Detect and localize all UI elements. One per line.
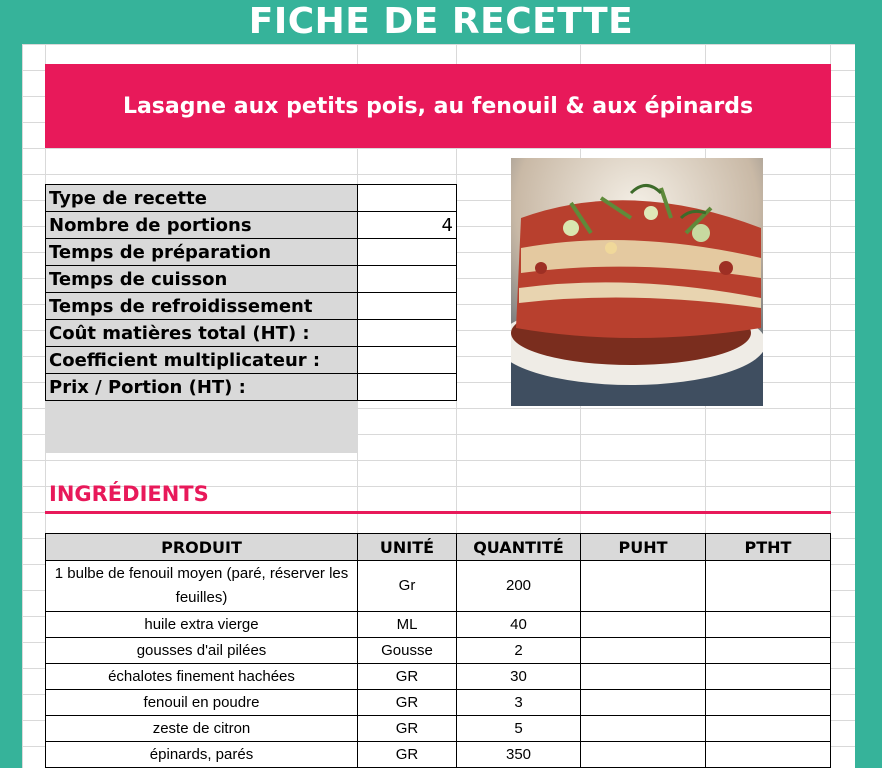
info-value[interactable] [358,185,457,212]
column-header-puht[interactable]: PUHT [581,534,706,561]
cell-quantite[interactable]: 40 [457,612,581,638]
cell-produit[interactable]: fenouil en poudre [46,690,358,716]
cell-unite[interactable]: GR [358,664,457,690]
info-row [46,374,457,401]
info-value[interactable] [358,347,457,374]
cell-quantite[interactable]: 200 [457,561,581,612]
info-row [46,212,457,239]
recipe-info-table [45,184,457,401]
column-header-quantite[interactable]: QUANTITÉ [457,534,581,561]
cell-unite[interactable]: GR [358,690,457,716]
cell-ptht[interactable] [706,716,831,742]
cell-unite[interactable]: Gousse [358,638,457,664]
table-row [46,561,831,612]
info-row [46,347,457,374]
cell-puht[interactable] [581,742,706,768]
info-label[interactable]: Temps de cuisson [46,266,358,293]
cell-produit[interactable]: gousses d'ail pilées [46,638,358,664]
table-row [46,716,831,742]
info-value[interactable] [358,266,457,293]
info-row [46,293,457,320]
info-label[interactable]: Temps de refroidissement [46,293,358,320]
cell-unite[interactable]: GR [358,716,457,742]
cell-unite[interactable]: GR [358,742,457,768]
cell-ptht[interactable] [706,690,831,716]
cell-quantite[interactable]: 2 [457,638,581,664]
info-label[interactable]: Temps de préparation [46,239,358,266]
info-row [46,239,457,266]
info-value[interactable] [358,239,457,266]
cell-produit[interactable]: 1 bulbe de fenouil moyen (paré, réserver les feuilles) [46,561,358,612]
info-label[interactable]: Prix / Portion (HT) : [46,374,358,401]
cell-ptht[interactable] [706,664,831,690]
ingredients-section-title: INGRÉDIENTS [49,482,209,506]
table-row [46,612,831,638]
info-row [46,185,457,212]
cell-ptht[interactable] [706,638,831,664]
recipe-name: Lasagne aux petits pois, au fenouil & aux épinards [122,93,754,119]
column-header-produit[interactable]: PRODUIT [46,534,358,561]
cell-puht[interactable] [581,716,706,742]
section-divider [45,511,831,514]
cell-ptht[interactable] [706,561,831,612]
cell-ptht[interactable] [706,612,831,638]
table-row [46,638,831,664]
cell-unite[interactable]: ML [358,612,457,638]
info-label[interactable]: Coefficient multiplicateur : [46,347,358,374]
cell-quantite[interactable]: 5 [457,716,581,742]
table-row [46,742,831,768]
cell-quantite[interactable]: 30 [457,664,581,690]
cell-puht[interactable] [581,638,706,664]
lasagne-dish-photo [511,158,763,406]
cell-produit[interactable]: épinards, parés [46,742,358,768]
cell-puht[interactable] [581,561,706,612]
info-row [46,320,457,347]
table-row [46,664,831,690]
cell-produit[interactable]: zeste de citron [46,716,358,742]
cell-quantite[interactable]: 350 [457,742,581,768]
info-value[interactable] [358,374,457,401]
column-header-unite[interactable]: UNITÉ [358,534,457,561]
cell-quantite[interactable]: 3 [457,690,581,716]
table-row [46,690,831,716]
info-label[interactable]: Type de recette [46,185,358,212]
empty-grey-cell [45,401,357,453]
info-value[interactable]: 4 [358,212,457,239]
spreadsheet-area[interactable] [22,44,855,768]
cell-unite[interactable]: Gr [358,561,457,612]
cell-produit[interactable]: huile extra vierge [46,612,358,638]
info-value[interactable] [358,293,457,320]
info-label[interactable]: Nombre de portions [46,212,358,239]
cell-ptht[interactable] [706,742,831,768]
recipe-title-banner [45,64,831,148]
info-label[interactable]: Coût matières total (HT) : [46,320,358,347]
cell-puht[interactable] [581,690,706,716]
info-value[interactable] [358,320,457,347]
info-row [46,266,457,293]
column-header-ptht[interactable]: PTHT [706,534,831,561]
cell-puht[interactable] [581,612,706,638]
page-title: FICHE DE RECETTE [248,1,634,42]
cell-puht[interactable] [581,664,706,690]
cell-produit[interactable]: échalotes finement hachées [46,664,358,690]
ingredients-table [45,533,831,768]
